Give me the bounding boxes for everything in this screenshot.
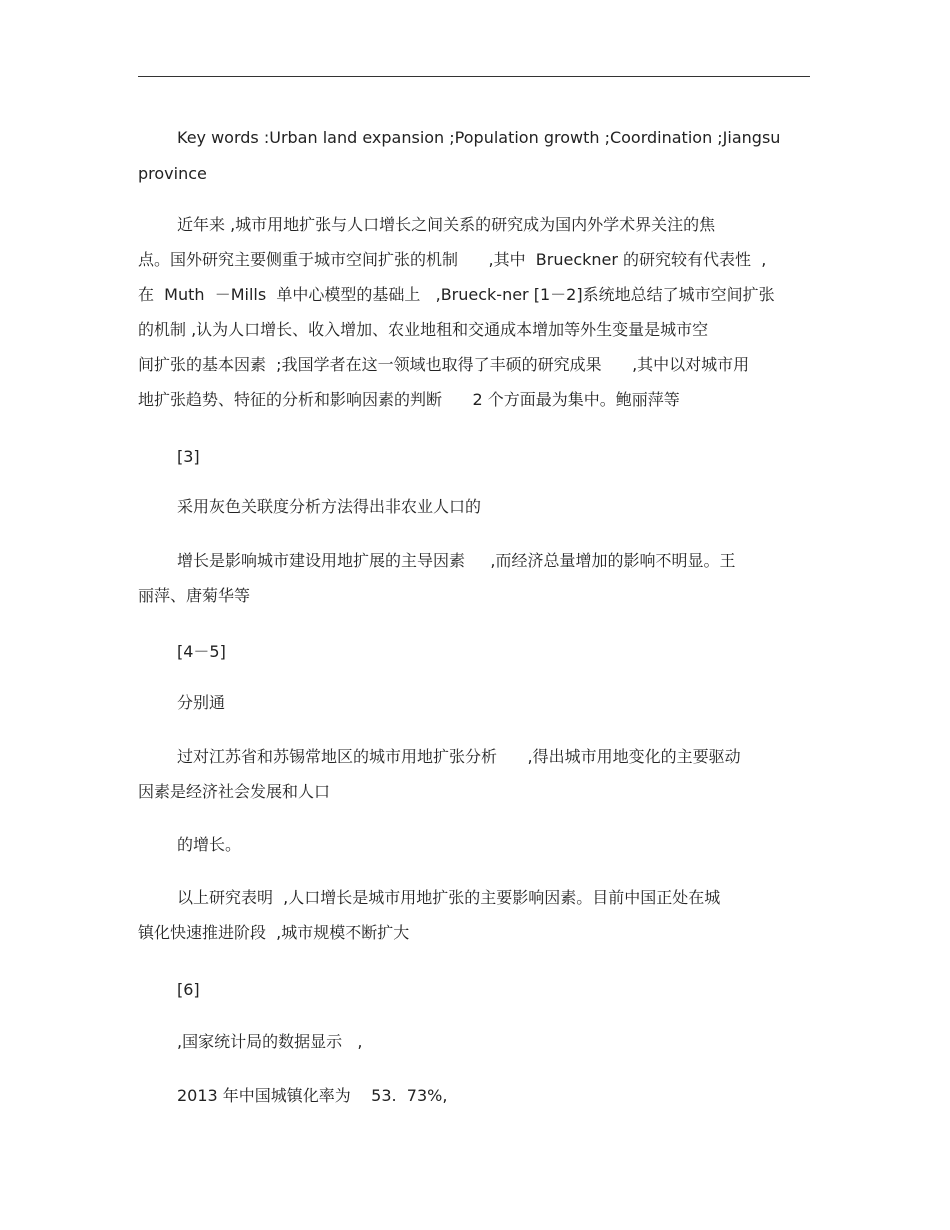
paragraph-1-line-2: 点。国外研究主要侧重于城市空间扩张的机制 ,其中 Brueckner 的研究较有代表性 , [138,250,767,269]
keywords-line-1: Key words :Urban land expansion ;Population growth ;Coordination ;Jiangsu [177,128,781,147]
paragraph-1-line-4: 的机制 ,认为人口增长、收入增加、农业地租和交通成本增加等外生变量是城市空 [138,320,709,339]
paragraph-2-line-1: 增长是影响城市建设用地扩展的主导因素 ,而经济总量增加的影响不明显。王 [177,551,736,570]
separately-line: 分别通 [177,693,226,712]
paragraph-3-line-2: 因素是经济社会发展和人口 [138,782,331,801]
citation-6: [6] [177,980,200,999]
paragraph-4-line-1: 以上研究表明 ,人口增长是城市用地扩张的主要影响因素。目前中国正处在城 [177,888,721,907]
growth-line: 的增长。 [177,835,242,854]
paragraph-1-line-3: 在 Muth －Mills 单中心模型的基础上 ,Brueck-ner [1－2]系统地总结了城市空间扩张 [138,285,775,304]
urbanization-rate-line: 2013 年中国城镇化率为 53. 73%, [177,1086,448,1105]
statistics-line: ,国家统计局的数据显示 , [177,1032,363,1051]
keywords-line-2: province [138,164,207,183]
header-rule [138,76,810,77]
grey-relational-line: 采用灰色关联度分析方法得出非农业人口的 [177,497,482,516]
paragraph-3-line-1: 过对江苏省和苏锡常地区的城市用地扩张分析 ,得出城市用地变化的主要驱动 [177,747,741,766]
citation-3: [3] [177,447,200,466]
paragraph-1-line-6: 地扩张趋势、特征的分析和影响因素的判断 2 个方面最为集中。鲍丽萍等 [138,390,680,409]
paragraph-1-line-1: 近年来 ,城市用地扩张与人口增长之间关系的研究成为国内外学术界关注的焦 [177,215,716,234]
paragraph-4-line-2: 镇化快速推进阶段 ,城市规模不断扩大 [138,923,410,942]
paragraph-2-line-2: 丽萍、唐菊华等 [138,586,251,605]
citation-4-5: [4－5] [177,642,226,661]
paragraph-1-line-5: 间扩张的基本因素 ;我国学者在这一领域也取得了丰硕的研究成果 ,其中以对城市用 [138,355,750,374]
